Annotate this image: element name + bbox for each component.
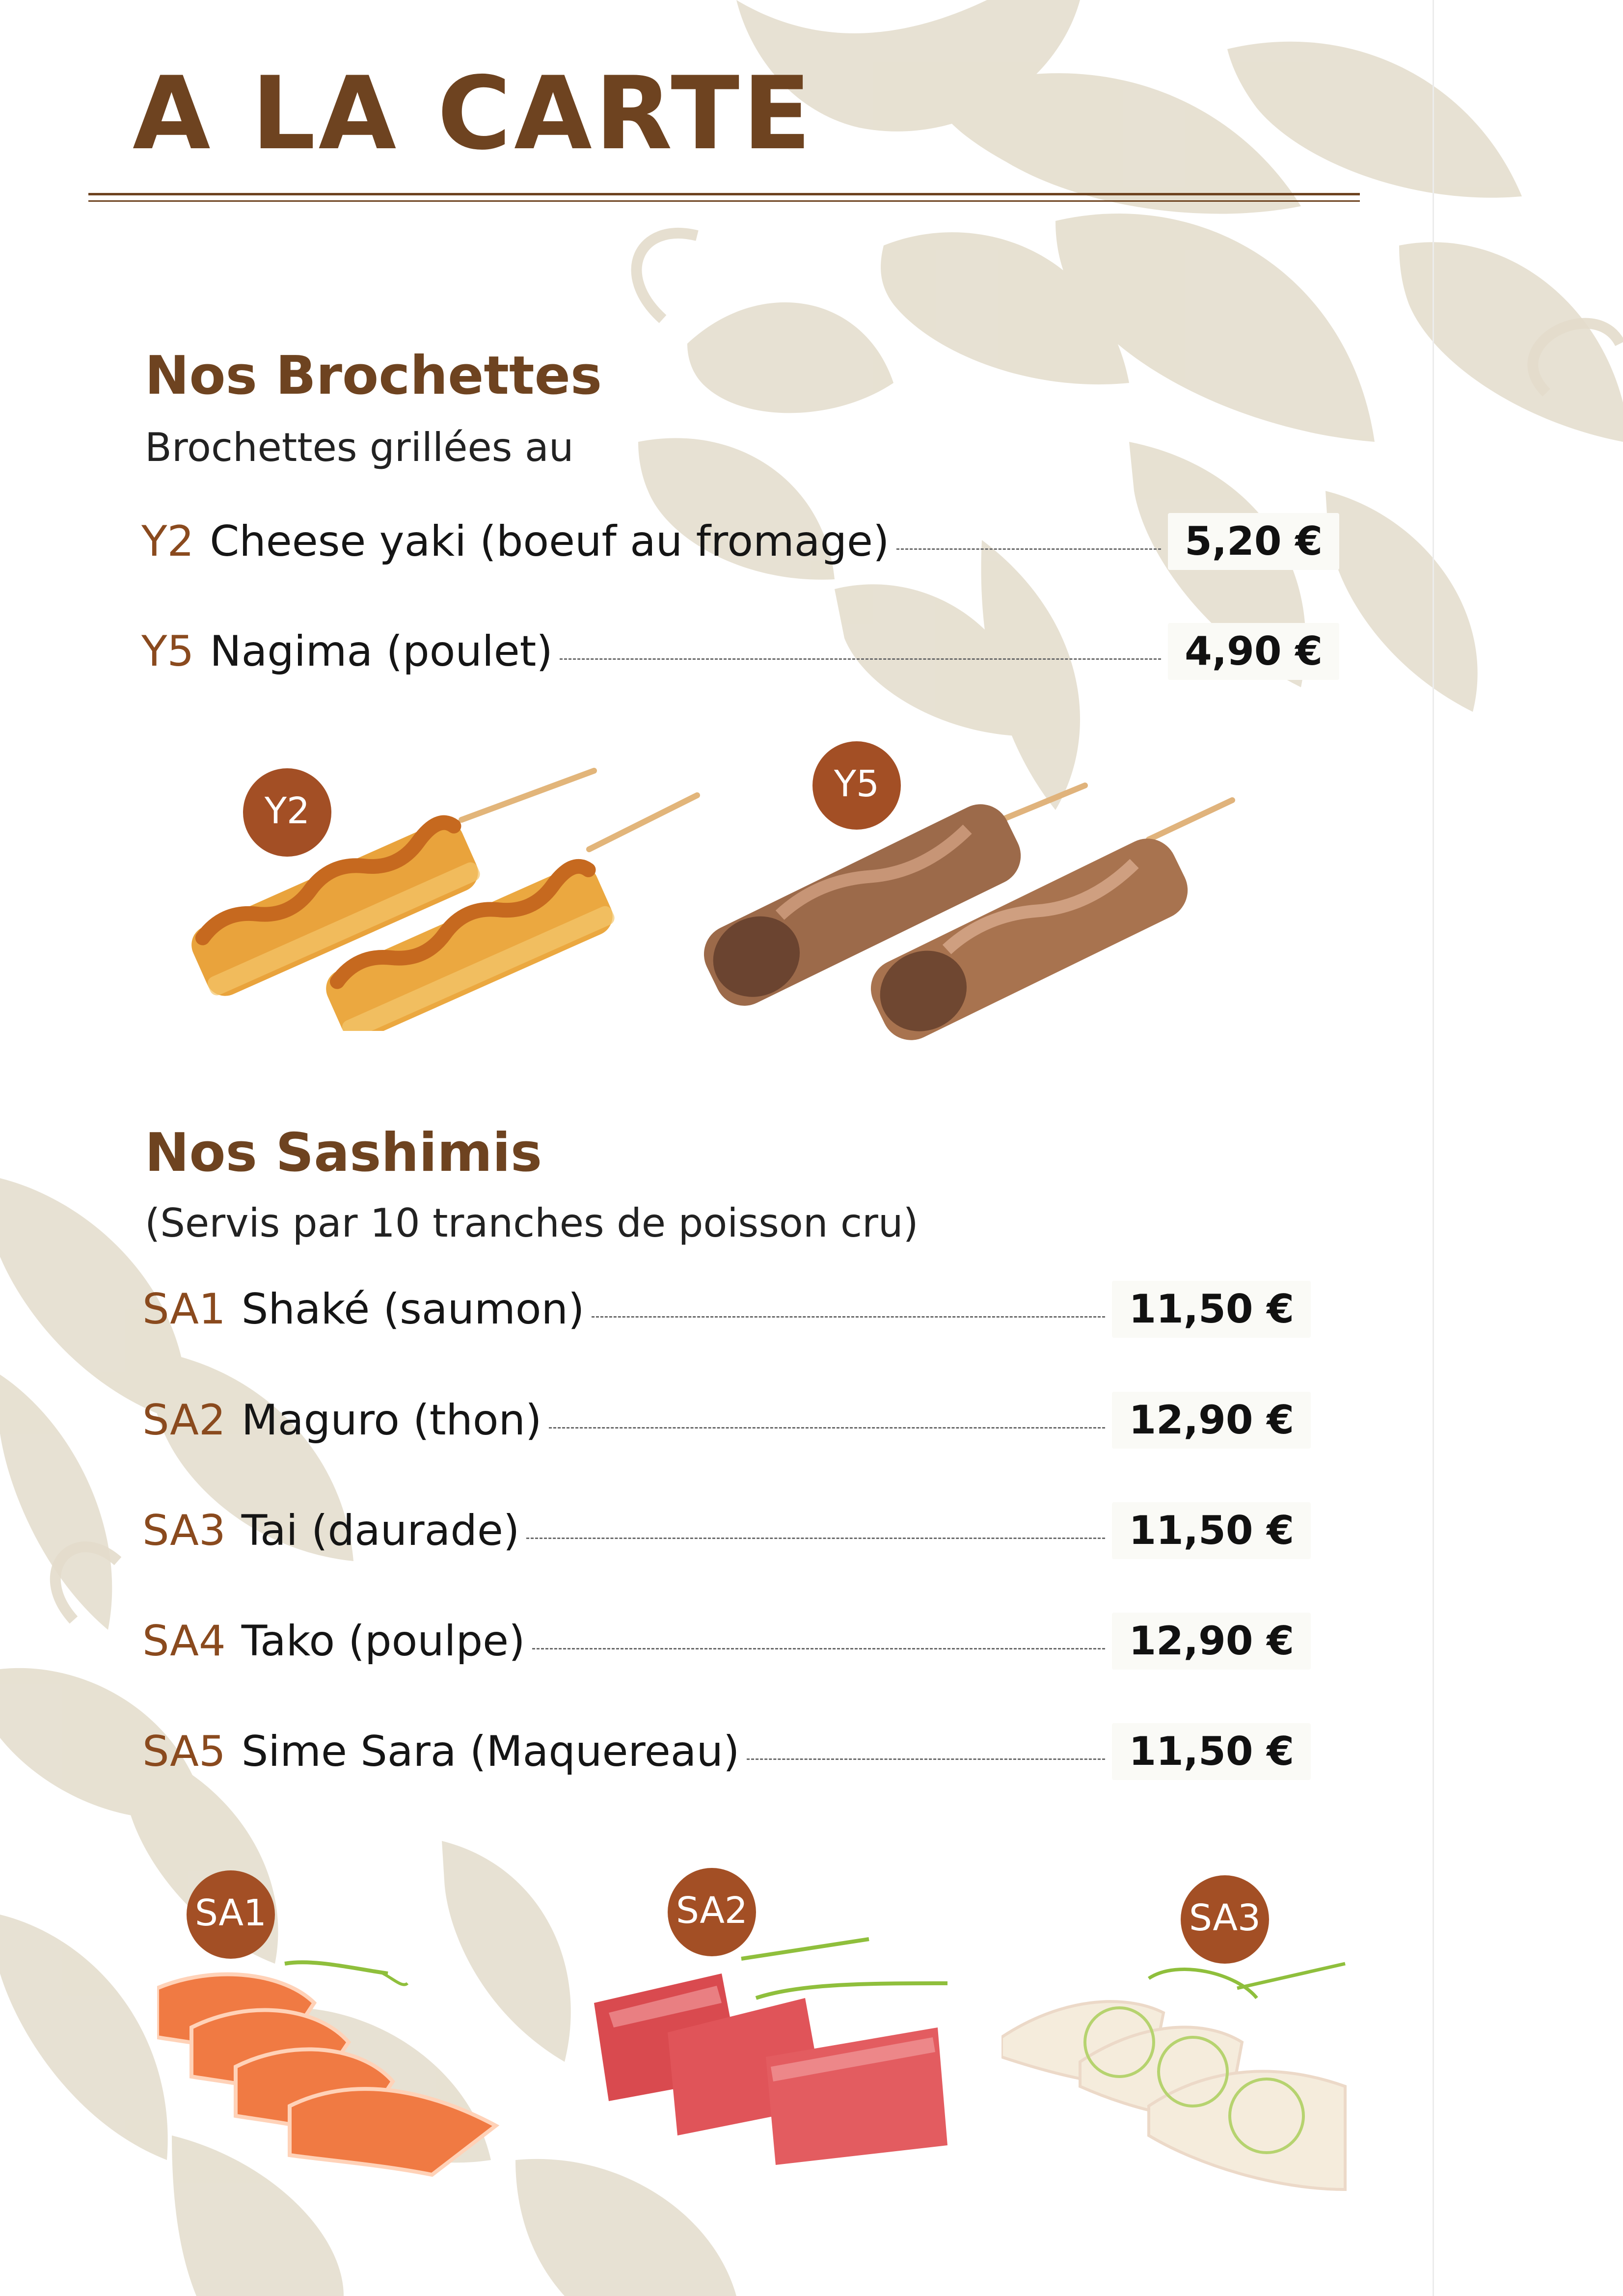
menu-item-sa4 (142, 1614, 1311, 1668)
item-name: Cheese yaki (boeuf au fromage) (210, 517, 890, 566)
sashimis-section-title: Nos Sashimis (145, 1122, 542, 1184)
item-price: 11,50 € (1112, 1281, 1311, 1338)
tuna-sashimi-image (594, 1929, 957, 2185)
item-name: Tai (daurade) (241, 1506, 520, 1555)
item-price: 5,20 € (1168, 513, 1339, 570)
item-price: 11,50 € (1112, 1502, 1311, 1559)
menu-item-sa1 (142, 1282, 1311, 1336)
item-name: Sime Sara (Maquereau) (241, 1727, 740, 1776)
brochettes-section-title: Nos Brochettes (145, 345, 602, 406)
nagima-skewer-image (682, 766, 1242, 1060)
menu-item-sa3 (142, 1504, 1311, 1558)
photo-badge-y2: Y2 (243, 768, 331, 857)
item-price: 4,90 € (1168, 623, 1339, 680)
brochettes-section-subtitle: Brochettes grillées au (145, 425, 574, 470)
page-edge-line (1433, 0, 1434, 2296)
photo-badge-y5: Y5 (812, 741, 901, 830)
menu-item-sa5 (142, 1725, 1311, 1779)
item-code: SA5 (142, 1727, 226, 1776)
dotted-leader (549, 1427, 1106, 1429)
title-divider (88, 193, 1360, 195)
photo-badge-sa1: SA1 (187, 1870, 275, 1959)
item-name: Shaké (saumon) (241, 1285, 585, 1334)
menu-item-y2 (141, 514, 1339, 568)
title-divider-thin (88, 200, 1360, 202)
item-name: Nagima (poulet) (210, 627, 553, 676)
item-code: Y5 (141, 627, 194, 676)
item-code: SA1 (142, 1285, 226, 1334)
menu-item-sa2 (142, 1393, 1311, 1447)
item-price: 11,50 € (1112, 1723, 1311, 1780)
sashimis-section-subtitle: (Servis par 10 tranches de poisson cru) (145, 1200, 919, 1246)
item-code: SA3 (142, 1506, 226, 1555)
menu-item-y5 (141, 624, 1339, 678)
item-price: 12,90 € (1112, 1392, 1311, 1449)
photo-badge-sa2: SA2 (668, 1868, 756, 1956)
dotted-leader (560, 658, 1161, 660)
dotted-leader (532, 1648, 1106, 1649)
dotted-leader (592, 1316, 1106, 1318)
item-name: Maguro (thon) (241, 1396, 542, 1445)
item-name: Tako (poulpe) (241, 1617, 525, 1666)
page-title: A LA CARTE (133, 55, 814, 172)
item-code: SA4 (142, 1617, 226, 1666)
dotted-leader (896, 548, 1162, 550)
photo-badge-sa3: SA3 (1181, 1875, 1269, 1964)
dotted-leader (526, 1538, 1105, 1539)
item-code: SA2 (142, 1396, 226, 1445)
item-code: Y2 (141, 517, 194, 566)
salmon-sashimi-image (157, 1944, 511, 2180)
dotted-leader (747, 1758, 1106, 1760)
item-price: 12,90 € (1112, 1613, 1311, 1670)
sea-bream-sashimi-image (1001, 1959, 1355, 2199)
